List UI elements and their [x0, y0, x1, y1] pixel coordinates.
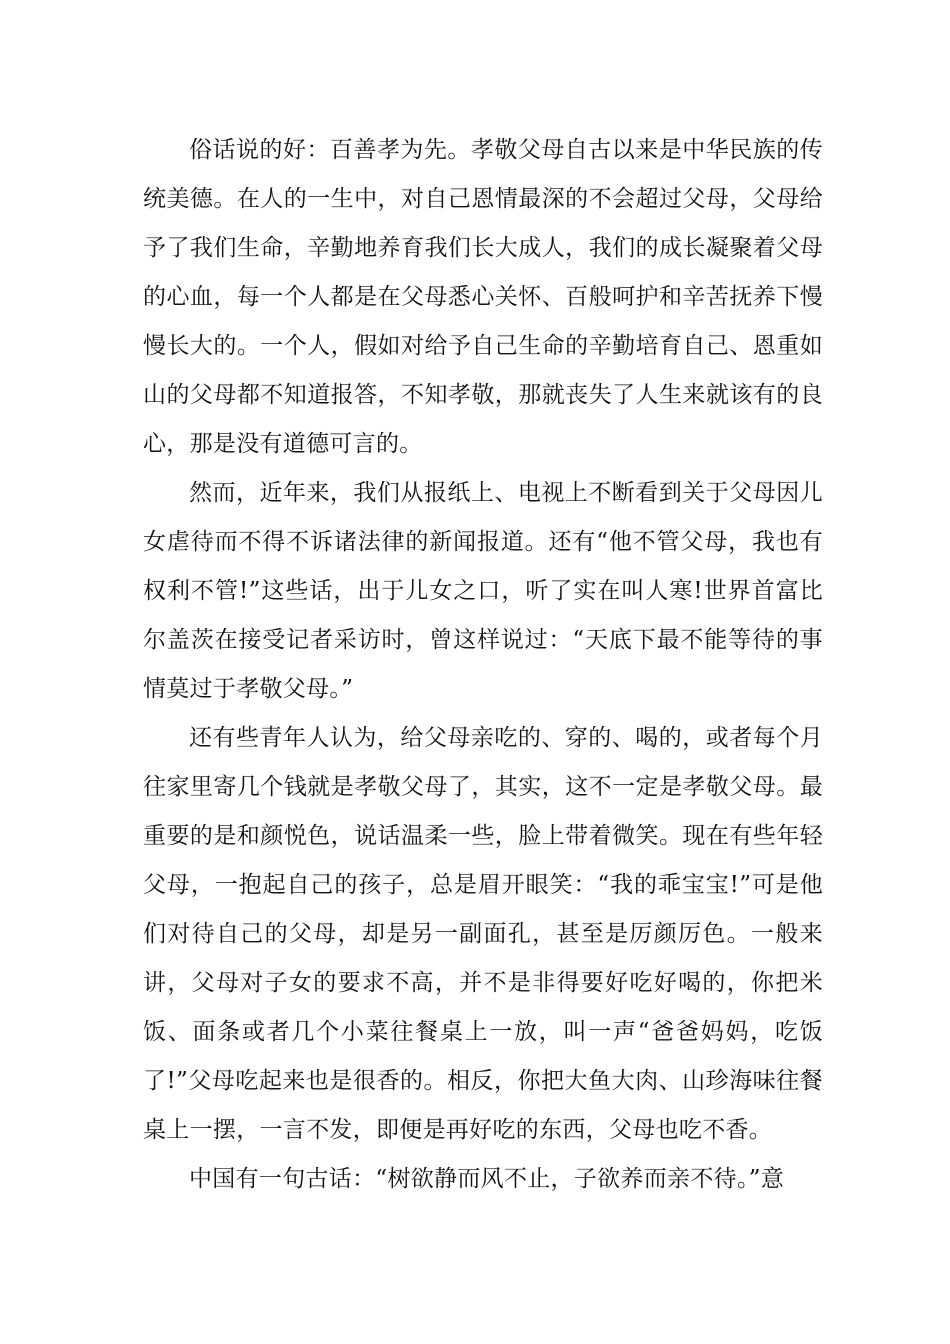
paragraph-4: 中国有一句古话：“树欲静而风不止，子欲养而亲不待。”意 [189, 1166, 785, 1192]
paragraph-2: 然而，近年来，我们从报纸上、电视上不断看到关于父母因儿女虐待而不得不诉诸法律的新闻报道。还有“他不管父母，我也有权利不管!”这些话，出于儿女之口，听了实在叫人寒!世界首富比尔盖茨在接受记者采访时，曾这样说过：“天底下最不能等待的事情莫过于孝敬父母。” [143, 480, 823, 702]
body-text [143, 126, 823, 1204]
paragraph-3: 还有些青年人认为，给父母亲吃的、穿的、喝的，或者每个月往家里寄几个钱就是孝敬父母了，其实，这不一定是孝敬父母。最重要的是和颜悦色，说话温柔一些，脸上带着微笑。现在有些年轻父母，一抱起自己的孩子，总是眉开眼笑：“我的乖宝宝!”可是他们对待自己的父母，却是另一副面孔，甚至是厉颜厉色。一般来讲，父母对子女的要求不高，并不是非得要好吃好喝的，你把米饭、面条或者几个小菜往餐桌上一放，叫一声“爸爸妈妈，吃饭了!”父母吃起来也是很香的。相反，你把大鱼大肉、山珍海味往餐桌上一摆，一言不发，即便是再好吃的东西，父母也吃不香。 [143, 725, 823, 1143]
paragraph-1: 俗话说的好：百善孝为先。孝敬父母自古以来是中华民族的传统美德。在人的一生中，对自己恩情最深的不会超过父母，父母给予了我们生命，辛勤地养育我们长大成人，我们的成长凝聚着父母的心血，每一个人都是在父母悉心关怀、百般呵护和辛苦抚养下慢慢长大的。一个人，假如对给予自己生命的辛勤培育自己、恩重如山的父母都不知道报答，不知孝敬，那就丧失了人生来就该有的良心，那是没有道德可言的。 [143, 137, 823, 457]
